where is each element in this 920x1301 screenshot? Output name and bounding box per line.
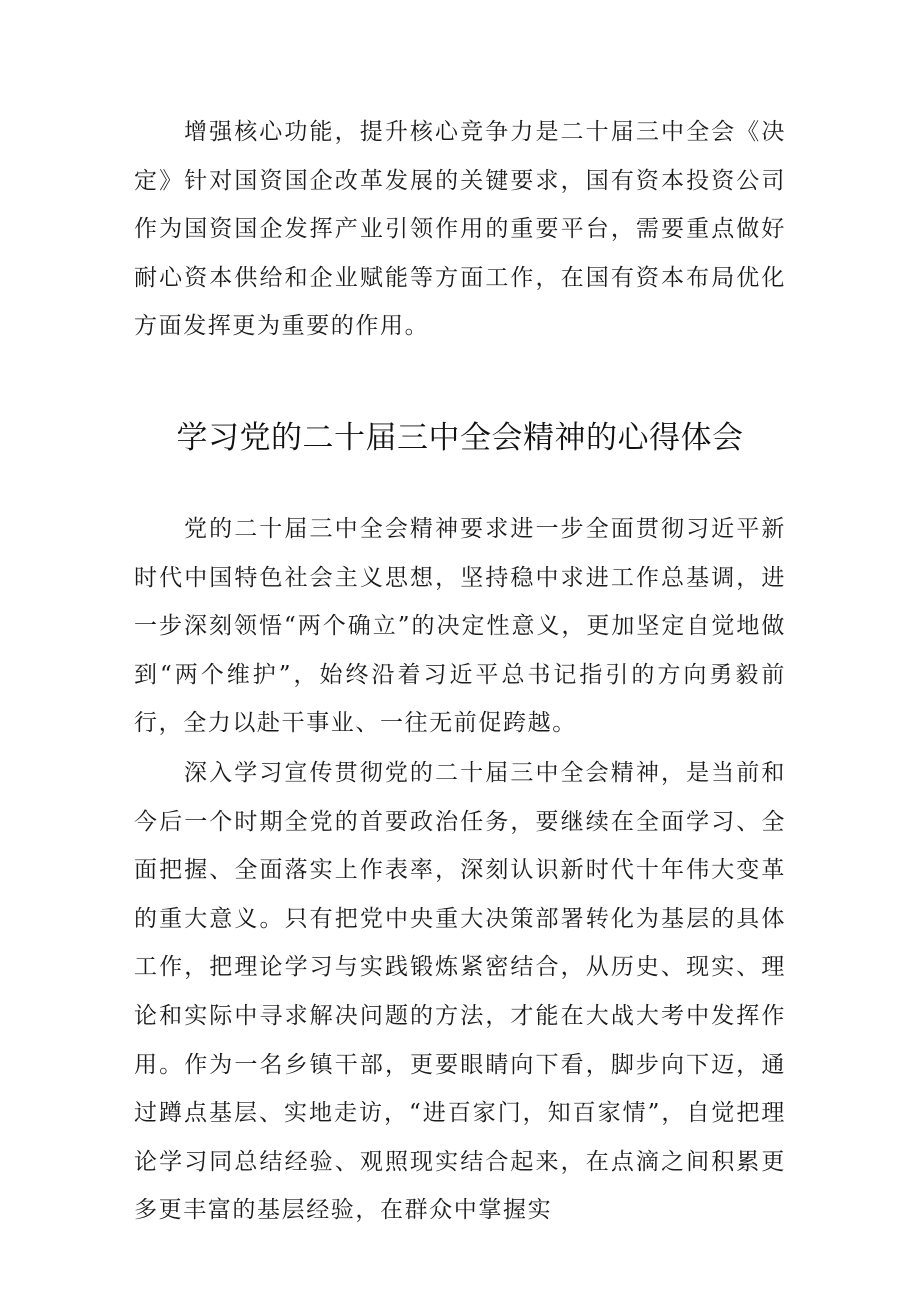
body-paragraph-2: 深入学习宣传贯彻党的二十届三中全会精神，是当前和今后一个时期全党的首要政治任务，要继续在全面学习、全面把握、全面落实上作表率，深刻认识新时代十年伟大变革的重大意义。只有把党中央重大决策部署转化为基层的具体工作，把理论学习与实践锻炼紧密结合，从历史、现实、理论和实际中寻求解决问题的方法，才能在大战大考中发挥作用。作为一名乡镇干部，更要眼睛向下看，脚步向下迈，通过蹲点基层、实地走访，“进百家门，知百家情”，自觉把理论学习同总结经验、观照现实结合起来，在点滴之间积累更多更丰富的基层经验，在群众中掌握实 bbox=[134, 760, 786, 1224]
body-paragraph-1: 党的二十届三中全会精神要求进一步全面贯彻习近平新时代中国特色社会主义思想，坚持稳中求进工作总基调，进一步深刻领悟“两个确立”的决定性意义，更加坚定自觉地做到“两个维护”，始终沿着习近平总书记指引的方向勇毅前行，全力以赴干事业、一往无前促跨越。 bbox=[134, 516, 786, 737]
intro-paragraph: 增强核心功能，提升核心竞争力是二十届三中全会《决定》针对国资国企改革发展的关键要求，国有资本投资公司作为国资国企发挥产业引领作用的重要平台，需要重点做好耐心资本供给和企业赋能等方面工作，在国有资本布局优化方面发挥更为重要的作用。 bbox=[134, 119, 786, 340]
page-title: 学习党的二十届三中全会精神的心得体会 bbox=[176, 420, 744, 456]
